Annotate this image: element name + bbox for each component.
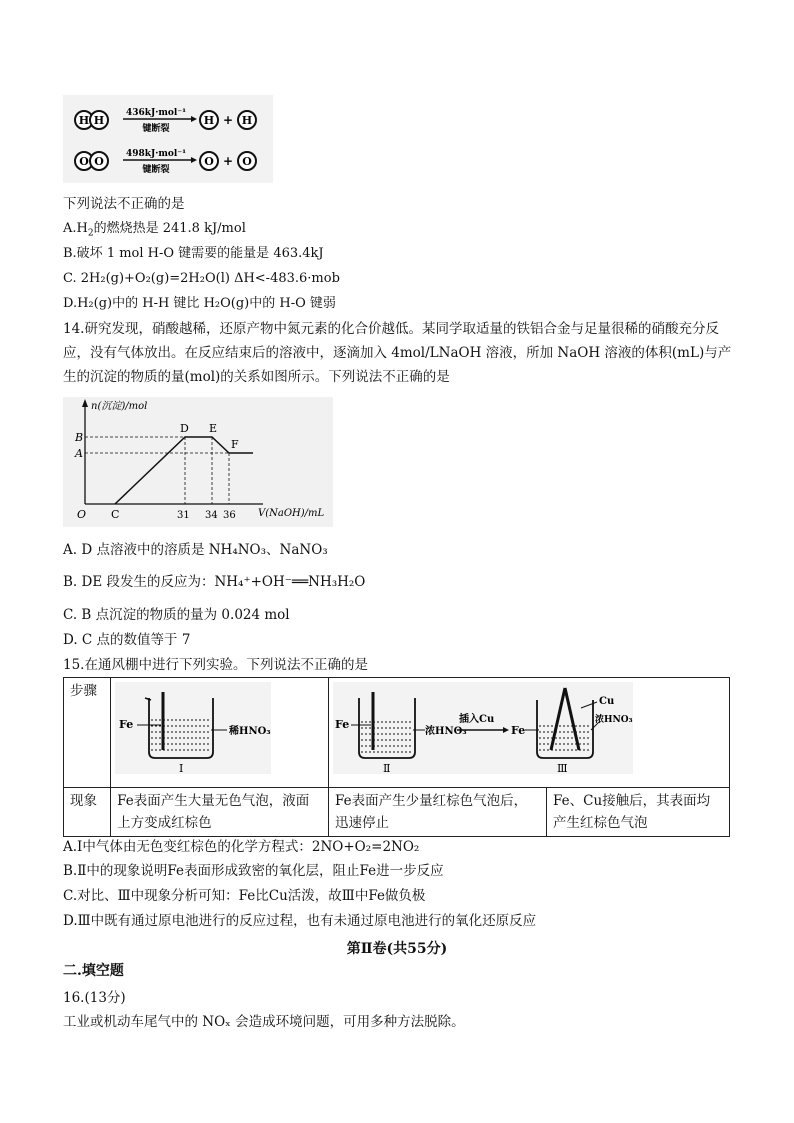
q14-option-d: D. C 点的数值等于 7	[63, 632, 191, 648]
x-tick-c: C	[111, 508, 120, 521]
q16-heading: 16.(13分)	[63, 990, 126, 1006]
precipitate-chart	[63, 397, 333, 527]
o2-bond-energy: 498kJ·mol⁻¹	[125, 149, 187, 159]
q15-option-c: C.对比、Ⅲ中现象分析可知：Fe比Cu活泼，故Ⅲ中Fe做负极	[63, 888, 426, 904]
plus-sign: +	[222, 154, 234, 168]
x-axis-label: V(NaOH)/mL	[258, 508, 325, 519]
bond-energy-diagram	[63, 95, 273, 183]
exp1-numeral: Ⅰ	[179, 762, 184, 775]
q14-option-b: B. DE 段发生的反应为：NH₄⁺+OH⁻══NH₃H₂O	[63, 574, 366, 590]
fill-in-heading: 二.填空题	[63, 963, 124, 979]
experiment-1-cell	[111, 678, 329, 788]
q15-stem: 15.在通风棚中进行下列实验。下列说法不正确的是	[63, 657, 368, 673]
plus-sign: +	[222, 113, 234, 127]
exp1-fe-label: Fe	[119, 718, 134, 731]
exp3-cu-label: Cu	[599, 696, 615, 707]
o2-bond-break-label: 键断裂	[142, 165, 170, 175]
steps-row	[64, 678, 730, 788]
o2-atom-right: O	[94, 155, 104, 168]
point-d-label: D	[180, 422, 189, 435]
q15-option-b: B.Ⅱ中的现象说明Fe表面形成致密的氧化层，阻止Fe进一步反应	[63, 863, 444, 879]
q15-option-d: D.Ⅲ中既有通过原电池进行的反应过程，也有未通过原电池进行的氧化还原反应	[63, 913, 537, 929]
step-header: 步骤	[64, 678, 111, 788]
x-tick-34: 34	[205, 510, 218, 521]
q13-option-d: D.H₂(g)中的 H-H 键比 H₂O(g)中的 H-O 键弱	[63, 296, 336, 311]
exp2-fe-label: Fe	[335, 718, 350, 731]
phenomena-row	[64, 788, 730, 837]
q14-option-a: A. D 点溶液中的溶质是 NH₄NO₃、NaNO₃	[63, 542, 328, 558]
h2-atom-right: H	[93, 114, 105, 127]
q14-option-c: C. B 点沉淀的物质的量为 0.024 mol	[63, 607, 290, 623]
x-tick-36: 36	[223, 510, 236, 521]
exp3-numeral: Ⅲ	[557, 762, 568, 775]
experiment-2-3-cell	[329, 678, 730, 788]
experiment-1-diagram	[111, 678, 327, 780]
q13-option-a-post: 的燃烧热是 241.8 kJ/mol	[93, 221, 246, 236]
exp3-acid-label: 浓HNO₃	[595, 715, 633, 725]
q13-option-a-sub: 2	[87, 228, 94, 239]
o-atom-product-2: O	[242, 155, 252, 168]
x-tick-31: 31	[177, 510, 190, 521]
point-e-label: E	[209, 422, 218, 435]
q13-option-b: B.破坏 1 mol H-O 键需要的能量是 463.4kJ	[63, 246, 324, 261]
phenomenon-1: Fe表面产生大量无色气泡，液面上方变成红棕色	[111, 788, 329, 837]
insert-cu-label: 插入Cu	[459, 714, 495, 725]
exp2-acid-label: 浓HNO₃	[425, 726, 467, 737]
q13-stem: 下列说法不正确的是	[63, 196, 185, 212]
exp3-fe-label: Fe	[511, 724, 526, 737]
y-axis-arrow	[82, 399, 88, 407]
y-axis-label: n(沉淀)/mol	[91, 401, 148, 412]
bond-energy-figure	[63, 95, 273, 183]
y-tick-b: B	[75, 431, 84, 444]
q13-option-a-pre: A.H	[63, 221, 88, 236]
q15-option-a: A.Ⅰ中气体由无色变红棕色的化学方程式：2NO+O₂=2NO₂	[63, 839, 420, 855]
o2-atom-left: O	[79, 155, 89, 168]
q14-stem: 14.研究发现，硝酸越稀，还原产物中氮元素的化合价越低。某同学取适量的铁铝合金与足量很稀的硝酸充分反应，没有气体放出。在反应结束后的溶液中，逐滴加入 4mol/LNaOH 溶液，所加 NaOH 溶液的体积(mL)与产生的沉淀的物质的量(mol)的关系如图所示。下列说法不正确的是	[63, 321, 732, 385]
y-tick-a: A	[75, 447, 83, 460]
origin-label: O	[77, 508, 87, 521]
exp1-acid-label: 稀HNO₃	[229, 726, 271, 737]
phenomenon-2: Fe表面产生少量红棕色气泡后，迅速停止	[329, 788, 547, 837]
o2-bond-row	[75, 149, 256, 175]
precipitate-chart-svg	[63, 397, 333, 527]
experiment-table	[63, 677, 730, 837]
h2-bond-energy: 436kJ·mol⁻¹	[125, 108, 187, 118]
point-f-label: F	[231, 438, 239, 451]
q13-option-a	[63, 220, 246, 243]
section-2-title: 第Ⅱ卷(共55分)	[346, 941, 448, 957]
phenomenon-header: 现象	[64, 788, 111, 837]
o-atom-product-1: O	[204, 155, 214, 168]
q16-text: 工业或机动车尾气中的 NOₓ 会造成环境问题，可用多种方法脱除。	[63, 1014, 465, 1030]
h2-bond-row	[75, 108, 256, 134]
h2-bond-break-label: 键断裂	[142, 124, 170, 134]
h-atom-product-2: H	[241, 114, 253, 127]
q13-option-c: C. 2H₂(g)+O₂(g)=2H₂O(l) ΔH<-483.6·mob	[63, 271, 340, 286]
h2-atom-left: H	[78, 114, 90, 127]
exp2-numeral: Ⅱ	[383, 762, 391, 775]
experiment-2-3-diagram	[329, 678, 728, 780]
phenomenon-3: Fe、Cu接触后，其表面均产生红棕色气泡	[547, 788, 730, 837]
h-atom-product-1: H	[203, 114, 215, 127]
